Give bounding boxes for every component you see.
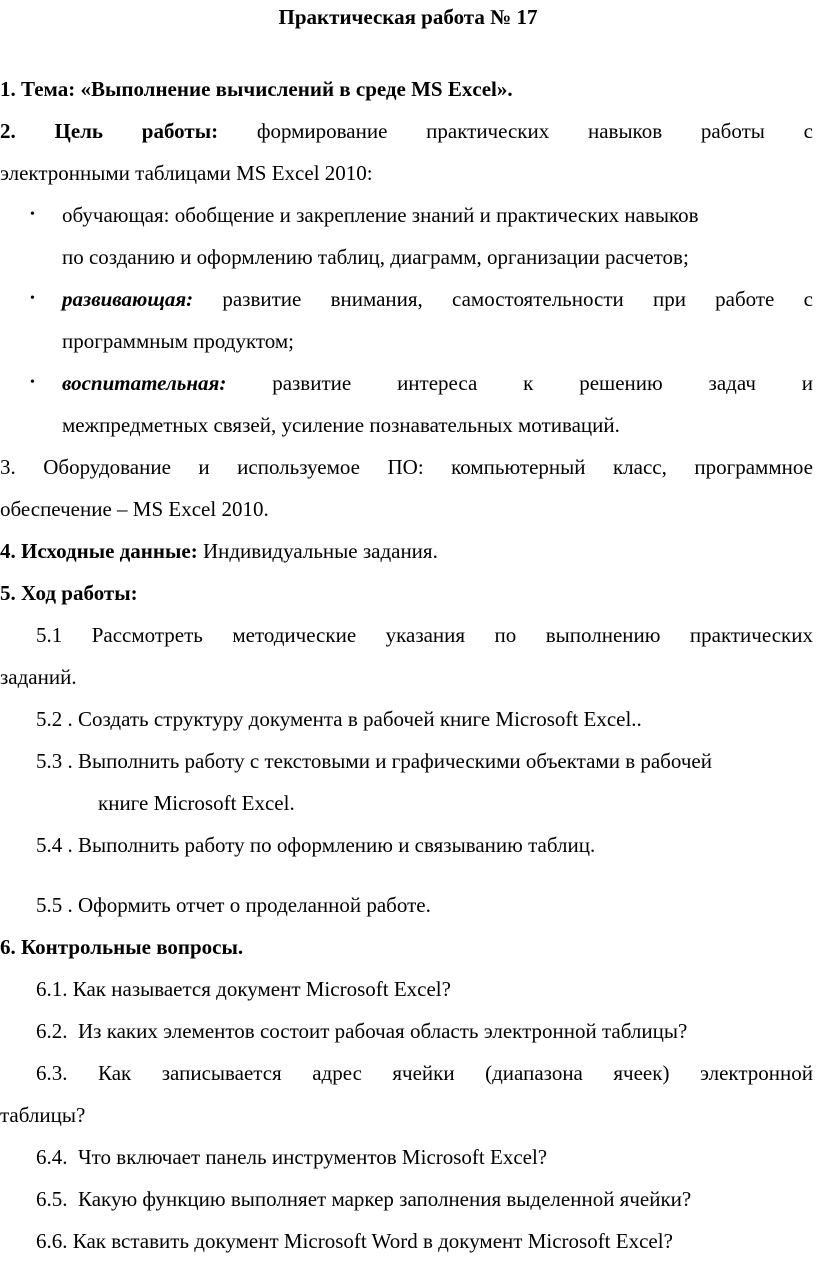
question-6-2: 6.2. Из каких элементов состоит рабочая область электронной таблицы? bbox=[36, 1019, 688, 1043]
equipment-word: используемое bbox=[237, 455, 360, 479]
question-word: ячеек) bbox=[613, 1061, 670, 1085]
equipment-line-2: обеспечение – MS Excel 2010. bbox=[0, 497, 269, 521]
bullet-2-word: внимания, bbox=[330, 287, 423, 311]
bullet-2-line-2: программным продуктом; bbox=[62, 329, 295, 353]
goal-label-num: 2. bbox=[0, 119, 16, 143]
source-label: 4. Исходные данные: bbox=[0, 539, 198, 563]
question-6-3-line-2: таблицы? bbox=[0, 1103, 86, 1127]
equipment-word: 3. bbox=[0, 455, 16, 479]
goal-word: практических bbox=[426, 119, 550, 143]
equipment-word: и bbox=[198, 455, 210, 479]
question-6-6: 6.6. Как вставить документ Microsoft Word в документ Microsoft Excel? bbox=[36, 1229, 673, 1253]
bullet-2-word: самостоятельности bbox=[452, 287, 624, 311]
question-6-1: 6.1. Как называется документ Microsoft Excel? bbox=[36, 977, 451, 1001]
bullet-3-word: развитие bbox=[272, 371, 352, 395]
bullet-2-label: развивающая: bbox=[62, 287, 194, 311]
step-5-4: 5.4 . Выполнить работу по оформлению и связыванию таблиц. bbox=[36, 833, 596, 857]
goal-label-word2: работы: bbox=[141, 119, 219, 143]
step-word: указания bbox=[385, 623, 466, 647]
step-word: по bbox=[494, 623, 517, 647]
bullet-marker: • bbox=[30, 291, 35, 306]
bullet-3-word: и bbox=[801, 371, 813, 395]
step-5-1-line-2: заданий. bbox=[0, 665, 77, 689]
equipment-line-1 bbox=[0, 454, 813, 480]
equipment-word: программное bbox=[694, 455, 813, 479]
question-6-4: 6.4. Что включает панель инструментов Microsoft Excel? bbox=[36, 1145, 548, 1169]
question-word: электронной bbox=[699, 1061, 813, 1085]
step-5-1-line-1 bbox=[36, 622, 813, 648]
bullet-3-word: задач bbox=[708, 371, 756, 395]
step-5-5: 5.5 . Оформить отчет о проделанной работе. bbox=[36, 893, 431, 917]
equipment-word: ПО: bbox=[387, 455, 424, 479]
step-5-3-line-2: книге Microsoft Excel. bbox=[98, 791, 295, 815]
bullet-3-line-1 bbox=[62, 370, 813, 396]
bullet-3-line-2: межпредметных связей, усиление познавательных мотиваций. bbox=[62, 413, 620, 437]
step-word: методические bbox=[232, 623, 357, 647]
bullet-3-word: к bbox=[523, 371, 534, 395]
goal-line-1 bbox=[0, 118, 813, 144]
goal-word: формирование bbox=[256, 119, 388, 143]
goal-label-word: Цель bbox=[54, 119, 104, 143]
bullet-2-line-1 bbox=[62, 286, 813, 312]
page-title: Практическая работа № 17 bbox=[278, 5, 538, 29]
question-word: (диапазона bbox=[485, 1061, 583, 1085]
goal-word: работы bbox=[700, 119, 765, 143]
progress-heading: 5. Ход работы: bbox=[0, 581, 138, 605]
step-word: Рассмотреть bbox=[91, 623, 203, 647]
step-word: выполнению bbox=[545, 623, 661, 647]
bullet-2-word: развитие bbox=[222, 287, 302, 311]
topic-line bbox=[0, 76, 513, 102]
bullet-2-word: при bbox=[652, 287, 686, 311]
topic-label: 1. Тема: bbox=[0, 77, 76, 101]
question-word: записывается bbox=[161, 1061, 282, 1085]
source-text: Индивидуальные задания. bbox=[202, 539, 438, 563]
bullet-3-word: интереса bbox=[397, 371, 478, 395]
bullet-3-label: воспитательная: bbox=[62, 371, 227, 395]
question-word: ячейки bbox=[392, 1061, 455, 1085]
step-5-3-line-1: 5.3 . Выполнить работу с текстовыми и графическими объектами в рабочей bbox=[36, 749, 712, 773]
step-word: практических bbox=[689, 623, 813, 647]
step-word: 5.1 bbox=[36, 623, 63, 647]
goal-word: навыков bbox=[587, 119, 663, 143]
bullet-3-word: решению bbox=[579, 371, 663, 395]
question-word: 6.3. bbox=[36, 1061, 68, 1085]
bullet-1-line-1: обучающая: обобщение и закрепление знаний и практических навыков bbox=[62, 203, 699, 227]
bullet-2-word: работе bbox=[715, 287, 775, 311]
step-5-2: 5.2 . Создать структуру документа в рабочей книге Microsoft Excel.. bbox=[36, 707, 642, 731]
bullet-2-word: с bbox=[803, 287, 813, 311]
question-word: Как bbox=[98, 1061, 132, 1085]
goal-word: с bbox=[803, 119, 813, 143]
equipment-word: класс, bbox=[612, 455, 667, 479]
question-6-5: 6.5. Какую функцию выполняет маркер заполнения выделенной ячейки? bbox=[36, 1187, 692, 1211]
source-line bbox=[0, 538, 438, 564]
bullet-marker: • bbox=[30, 375, 35, 390]
equipment-word: Оборудование bbox=[43, 455, 171, 479]
bullet-1-line-2: по созданию и оформлению таблиц, диаграмм, организации расчетов; bbox=[62, 245, 689, 269]
question-word: адрес bbox=[312, 1061, 362, 1085]
bullet-marker: • bbox=[30, 207, 35, 222]
topic-text: «Выполнение вычислений в среде MS Excel». bbox=[80, 77, 513, 101]
questions-heading: 6. Контрольные вопросы. bbox=[0, 935, 244, 959]
equipment-word: компьютерный bbox=[451, 455, 586, 479]
goal-line-2: электронными таблицами MS Excel 2010: bbox=[0, 161, 373, 185]
question-6-3-line-1 bbox=[36, 1060, 813, 1086]
